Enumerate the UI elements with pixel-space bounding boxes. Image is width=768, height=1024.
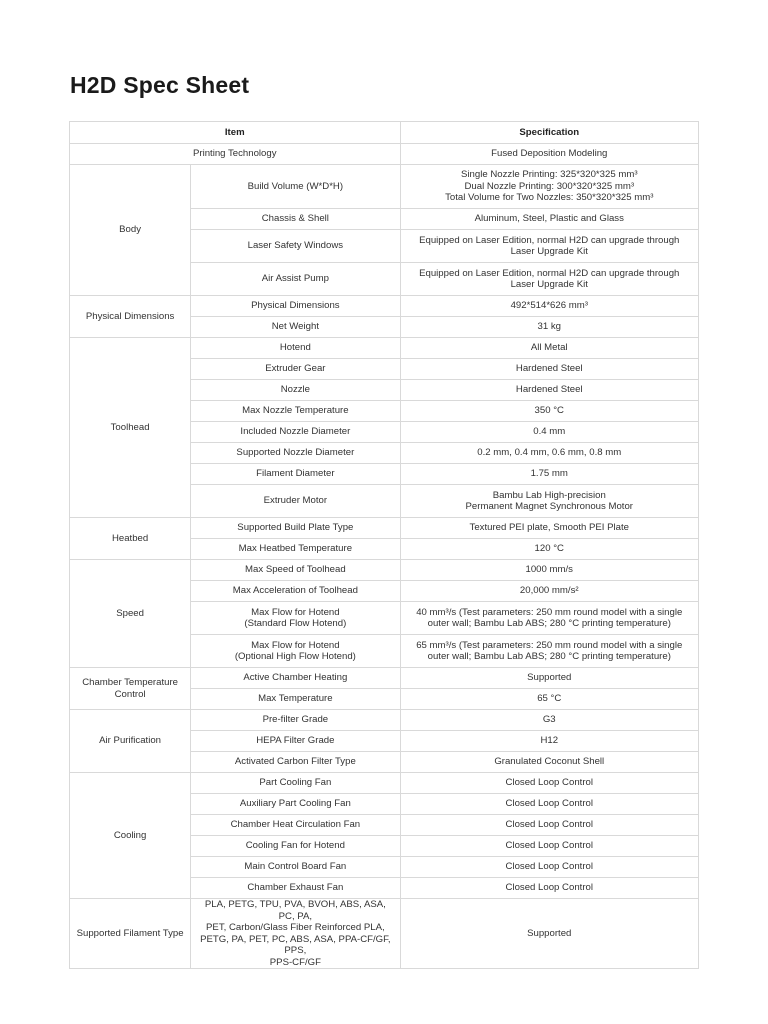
item-cell: Build Volume (W*D*H) [191,165,400,209]
item-cell: Extruder Gear [191,359,400,380]
table-row [70,338,699,359]
group-cell-physical-dimensions: Physical Dimensions [70,296,191,338]
group-cell-toolhead: Toolhead [70,338,191,518]
item-cell: Hotend [191,338,400,359]
spec-cell: All Metal [400,338,698,359]
item-cell: Pre-filter Grade [191,710,400,731]
item-cell: Active Chamber Heating [191,668,400,689]
item-cell: Max Temperature [191,689,400,710]
item-cell: Extruder Motor [191,485,400,518]
table-row [70,899,699,969]
item-cell: Max Flow for Hotend (Optional High Flow Hotend) [191,635,400,668]
item-cell: Net Weight [191,317,400,338]
item-cell: Supported Build Plate Type [191,518,400,539]
spec-cell: 120 °C [400,539,698,560]
item-cell: Main Control Board Fan [191,857,400,878]
header-specification: Specification [400,122,698,144]
spec-cell: 65 mm³/s (Test parameters: 250 mm round model with a single outer wall; Bambu Lab ABS; 280 °C printing temperature) [400,635,698,668]
item-cell: Air Assist Pump [191,263,400,296]
spec-cell: Textured PEI plate, Smooth PEI Plate [400,518,698,539]
table-row [70,165,699,209]
item-cell: Activated Carbon Filter Type [191,752,400,773]
spec-cell: 0.4 mm [400,422,698,443]
spec-cell: G3 [400,710,698,731]
spec-cell: Closed Loop Control [400,857,698,878]
group-cell-chamber-temperature-control: Chamber Temperature Control [70,668,191,710]
table-row [70,773,699,794]
table-row [70,560,699,581]
item-cell: Chamber Exhaust Fan [191,878,400,899]
item-cell: Part Cooling Fan [191,773,400,794]
item-cell: Printing Technology [70,144,401,165]
item-cell: Physical Dimensions [191,296,400,317]
item-cell: Max Acceleration of Toolhead [191,581,400,602]
item-cell: Max Flow for Hotend (Standard Flow Hotend) [191,602,400,635]
item-cell: Supported Nozzle Diameter [191,443,400,464]
spec-cell: Fused Deposition Modeling [400,144,698,165]
item-cell: Max Speed of Toolhead [191,560,400,581]
item-cell: Max Heatbed Temperature [191,539,400,560]
group-cell-air-purification: Air Purification [70,710,191,773]
table-row [70,710,699,731]
group-cell-cooling: Cooling [70,773,191,899]
spec-cell: 20,000 mm/s² [400,581,698,602]
table-row [70,668,699,689]
group-cell-heatbed: Heatbed [70,518,191,560]
item-cell: Filament Diameter [191,464,400,485]
item-cell: PLA, PETG, TPU, PVA, BVOH, ABS, ASA, PC, PA, PET, Carbon/Glass Fiber Reinforced PLA, PETG, PA, PET, PC, ABS, ASA, PPA-CF/GF, PPS, PPS-CF/GF [191,899,400,969]
spec-cell: 65 °C [400,689,698,710]
spec-cell: Hardened Steel [400,380,698,401]
spec-cell: 1.75 mm [400,464,698,485]
spec-cell: Single Nozzle Printing: 325*320*325 mm³ Dual Nozzle Printing: 300*320*325 mm³ Total Volume for Two Nozzles: 350*320*325 mm³ [400,165,698,209]
spec-cell: 40 mm³/s (Test parameters: 250 mm round model with a single outer wall; Bambu Lab ABS; 280 °C printing temperature) [400,602,698,635]
spec-cell: Closed Loop Control [400,815,698,836]
item-cell: Nozzle [191,380,400,401]
spec-cell: Closed Loop Control [400,878,698,899]
item-cell: HEPA Filter Grade [191,731,400,752]
spec-cell: Hardened Steel [400,359,698,380]
item-cell: Chamber Heat Circulation Fan [191,815,400,836]
table-row [70,144,699,165]
table-row [70,296,699,317]
header-item: Item [70,122,401,144]
item-cell: Max Nozzle Temperature [191,401,400,422]
item-cell: Cooling Fan for Hotend [191,836,400,857]
spec-cell: 350 °C [400,401,698,422]
item-cell: Included Nozzle Diameter [191,422,400,443]
group-cell-supported-filament-type: Supported Filament Type [70,899,191,969]
spec-cell: Granulated Coconut Shell [400,752,698,773]
spec-cell: 0.2 mm, 0.4 mm, 0.6 mm, 0.8 mm [400,443,698,464]
spec-cell: Closed Loop Control [400,836,698,857]
spec-table [69,121,699,969]
spec-cell: H12 [400,731,698,752]
spec-cell: Closed Loop Control [400,773,698,794]
spec-cell: Equipped on Laser Edition, normal H2D can upgrade through Laser Upgrade Kit [400,230,698,263]
item-cell: Auxiliary Part Cooling Fan [191,794,400,815]
spec-cell: 492*514*626 mm³ [400,296,698,317]
item-cell: Laser Safety Windows [191,230,400,263]
spec-cell: Bambu Lab High-precision Permanent Magnet Synchronous Motor [400,485,698,518]
group-cell-body: Body [70,165,191,296]
spec-cell: Aluminum, Steel, Plastic and Glass [400,209,698,230]
spec-cell: Closed Loop Control [400,794,698,815]
spec-cell: Supported [400,668,698,689]
page-title: H2D Spec Sheet [70,72,250,98]
spec-cell: 1000 mm/s [400,560,698,581]
table-row [70,518,699,539]
spec-cell: Supported [400,899,698,969]
spec-cell: 31 kg [400,317,698,338]
table-header-row [70,122,699,144]
group-cell-speed: Speed [70,560,191,668]
spec-cell: Equipped on Laser Edition, normal H2D can upgrade through Laser Upgrade Kit [400,263,698,296]
item-cell: Chassis & Shell [191,209,400,230]
